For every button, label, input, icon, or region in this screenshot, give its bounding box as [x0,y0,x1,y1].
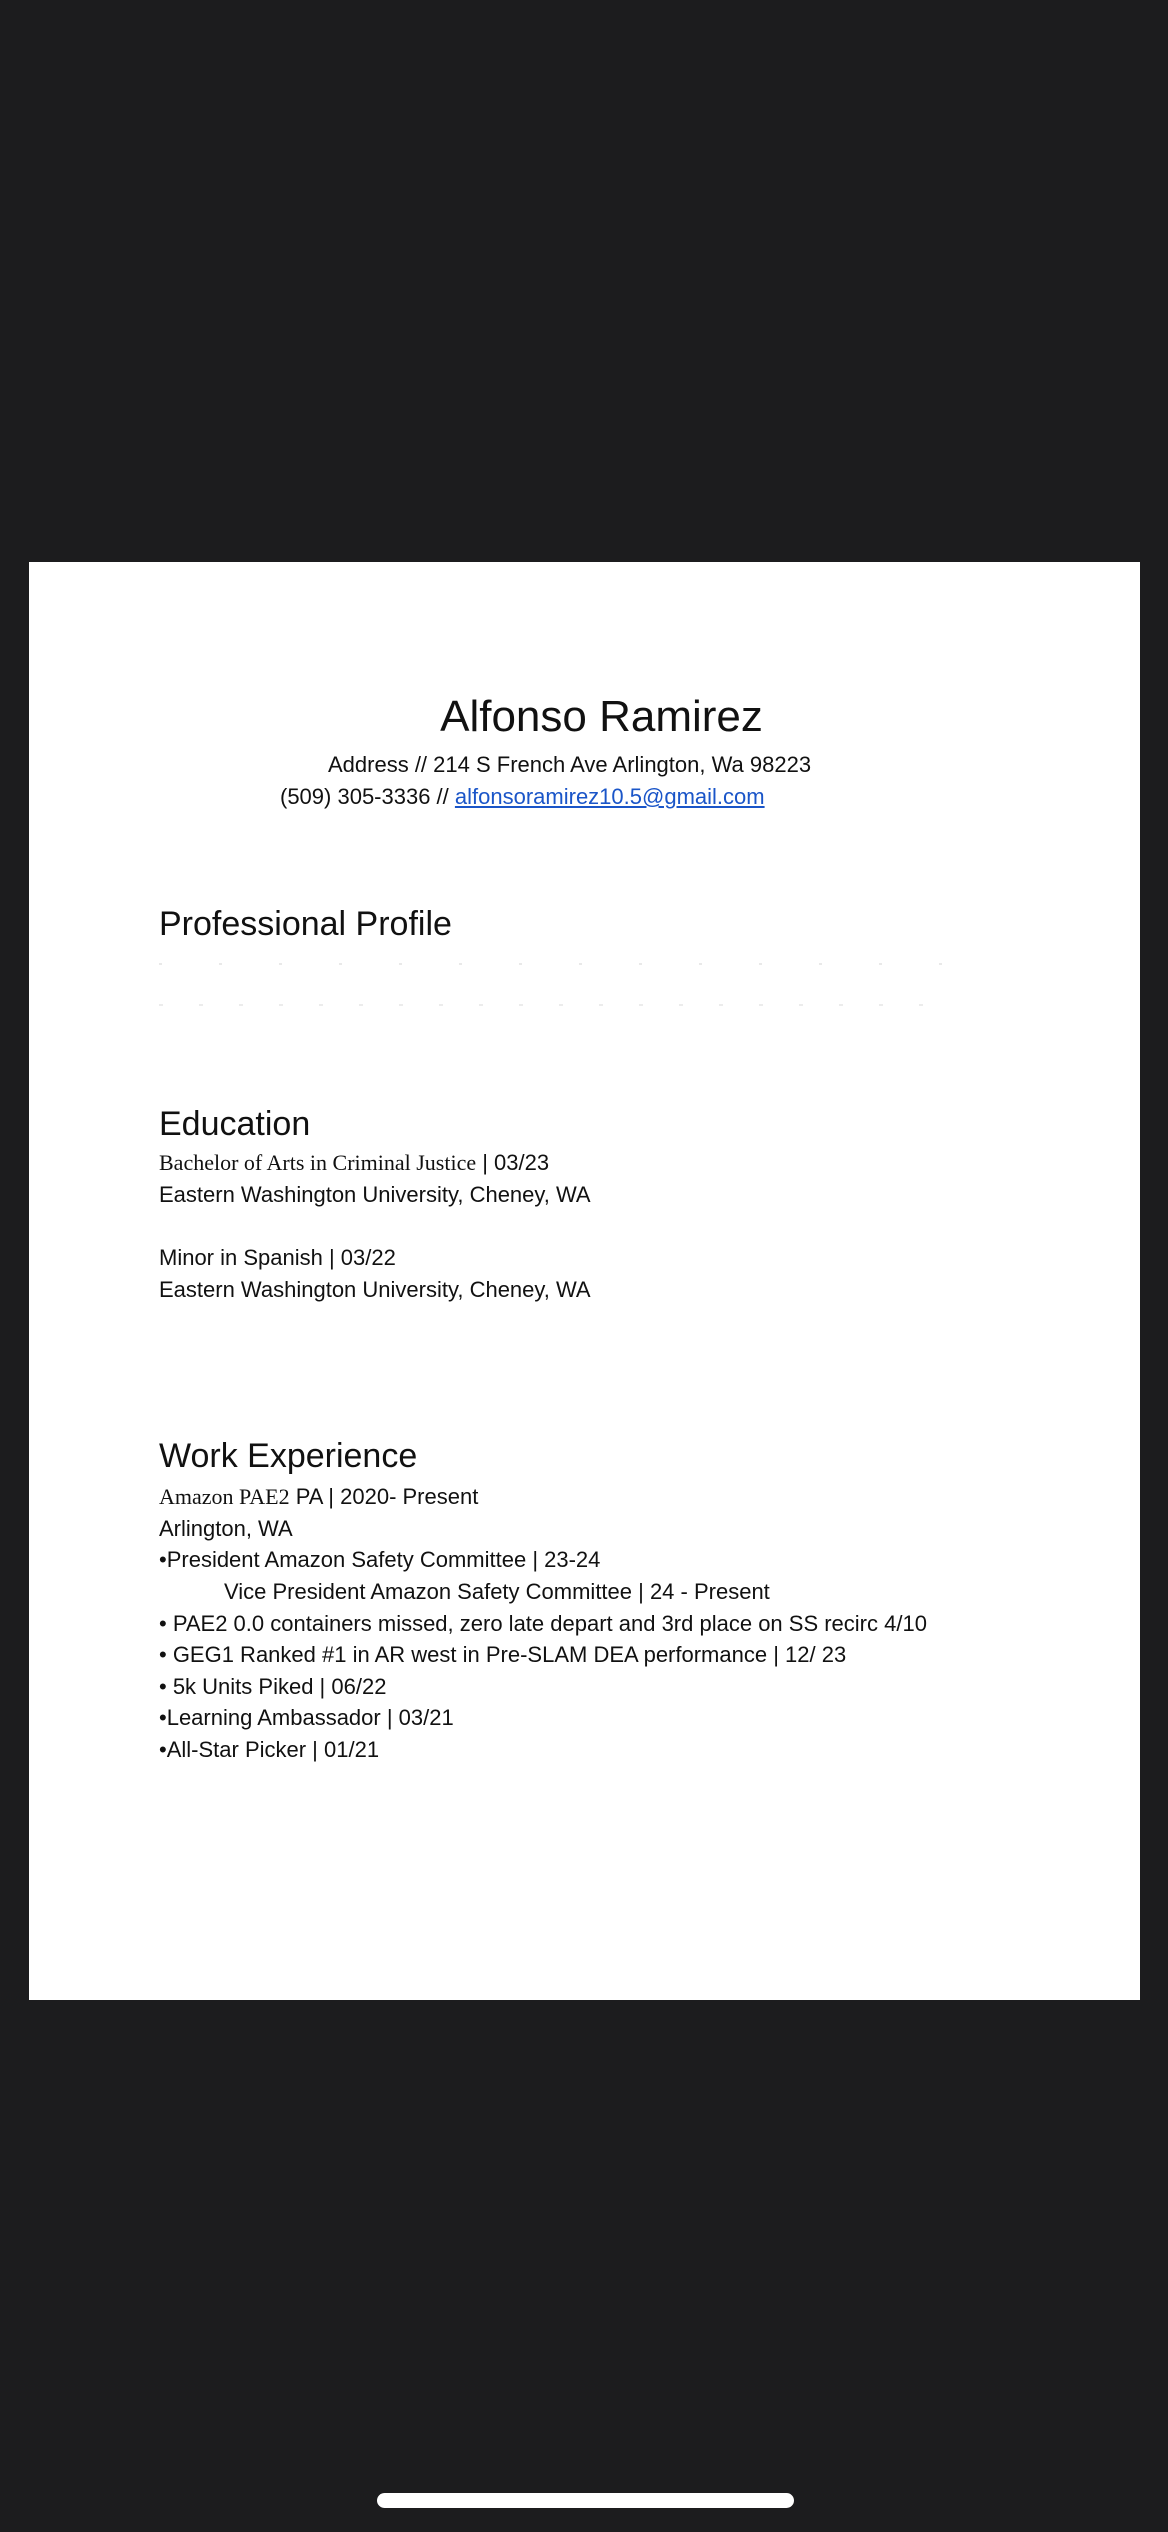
work-bullet: •President Amazon Safety Committee | 23-24 [159,1547,601,1572]
work-bullet: •Learning Ambassador | 03/21 [159,1705,454,1730]
degree-school: Eastern Washington University, Cheney, WA [159,1182,591,1207]
phone-email-line [280,782,765,812]
resume-name: Alfonso Ramirez [440,692,763,741]
role-dates: PA | 2020- Present [289,1484,479,1509]
faint-text-line [159,1004,959,1006]
degree-line [159,1148,549,1178]
professional-profile-heading: Professional Profile [159,905,452,943]
minor-line: Minor in Spanish | 03/22 [159,1245,396,1270]
education-heading: Education [159,1105,311,1143]
employer-line [159,1482,478,1512]
minor-school: Eastern Washington University, Cheney, WA [159,1277,591,1302]
work-bullet: • 5k Units Piked | 06/22 [159,1674,387,1699]
employer-name: Amazon PAE2 [159,1484,290,1509]
email-link[interactable]: alfonsoramirez10.5@gmail.com [454,784,765,809]
faint-text-line [159,963,959,965]
document-page [29,562,1140,2000]
degree-title: Bachelor of Arts in Criminal Justice [159,1150,477,1175]
work-bullet: • GEG1 Ranked #1 in AR west in Pre-SLAM DEA performance | 12/ 23 [159,1642,847,1667]
work-experience-heading: Work Experience [159,1437,418,1475]
home-indicator[interactable] [377,2493,794,2508]
phone-number: (509) 305-3336 // [280,784,455,809]
degree-date: | 03/23 [476,1150,550,1175]
address-line: Address // 214 S French Ave Arlington, Wa 98223 [328,752,812,777]
work-bullet: • PAE2 0.0 containers missed, zero late depart and 3rd place on SS recirc 4/10 [159,1611,927,1636]
work-location: Arlington, WA [159,1516,293,1541]
work-bullet: •All-Star Picker | 01/21 [159,1737,380,1762]
work-bullet: Vice President Amazon Safety Committee | 24 - Present [224,1579,770,1604]
